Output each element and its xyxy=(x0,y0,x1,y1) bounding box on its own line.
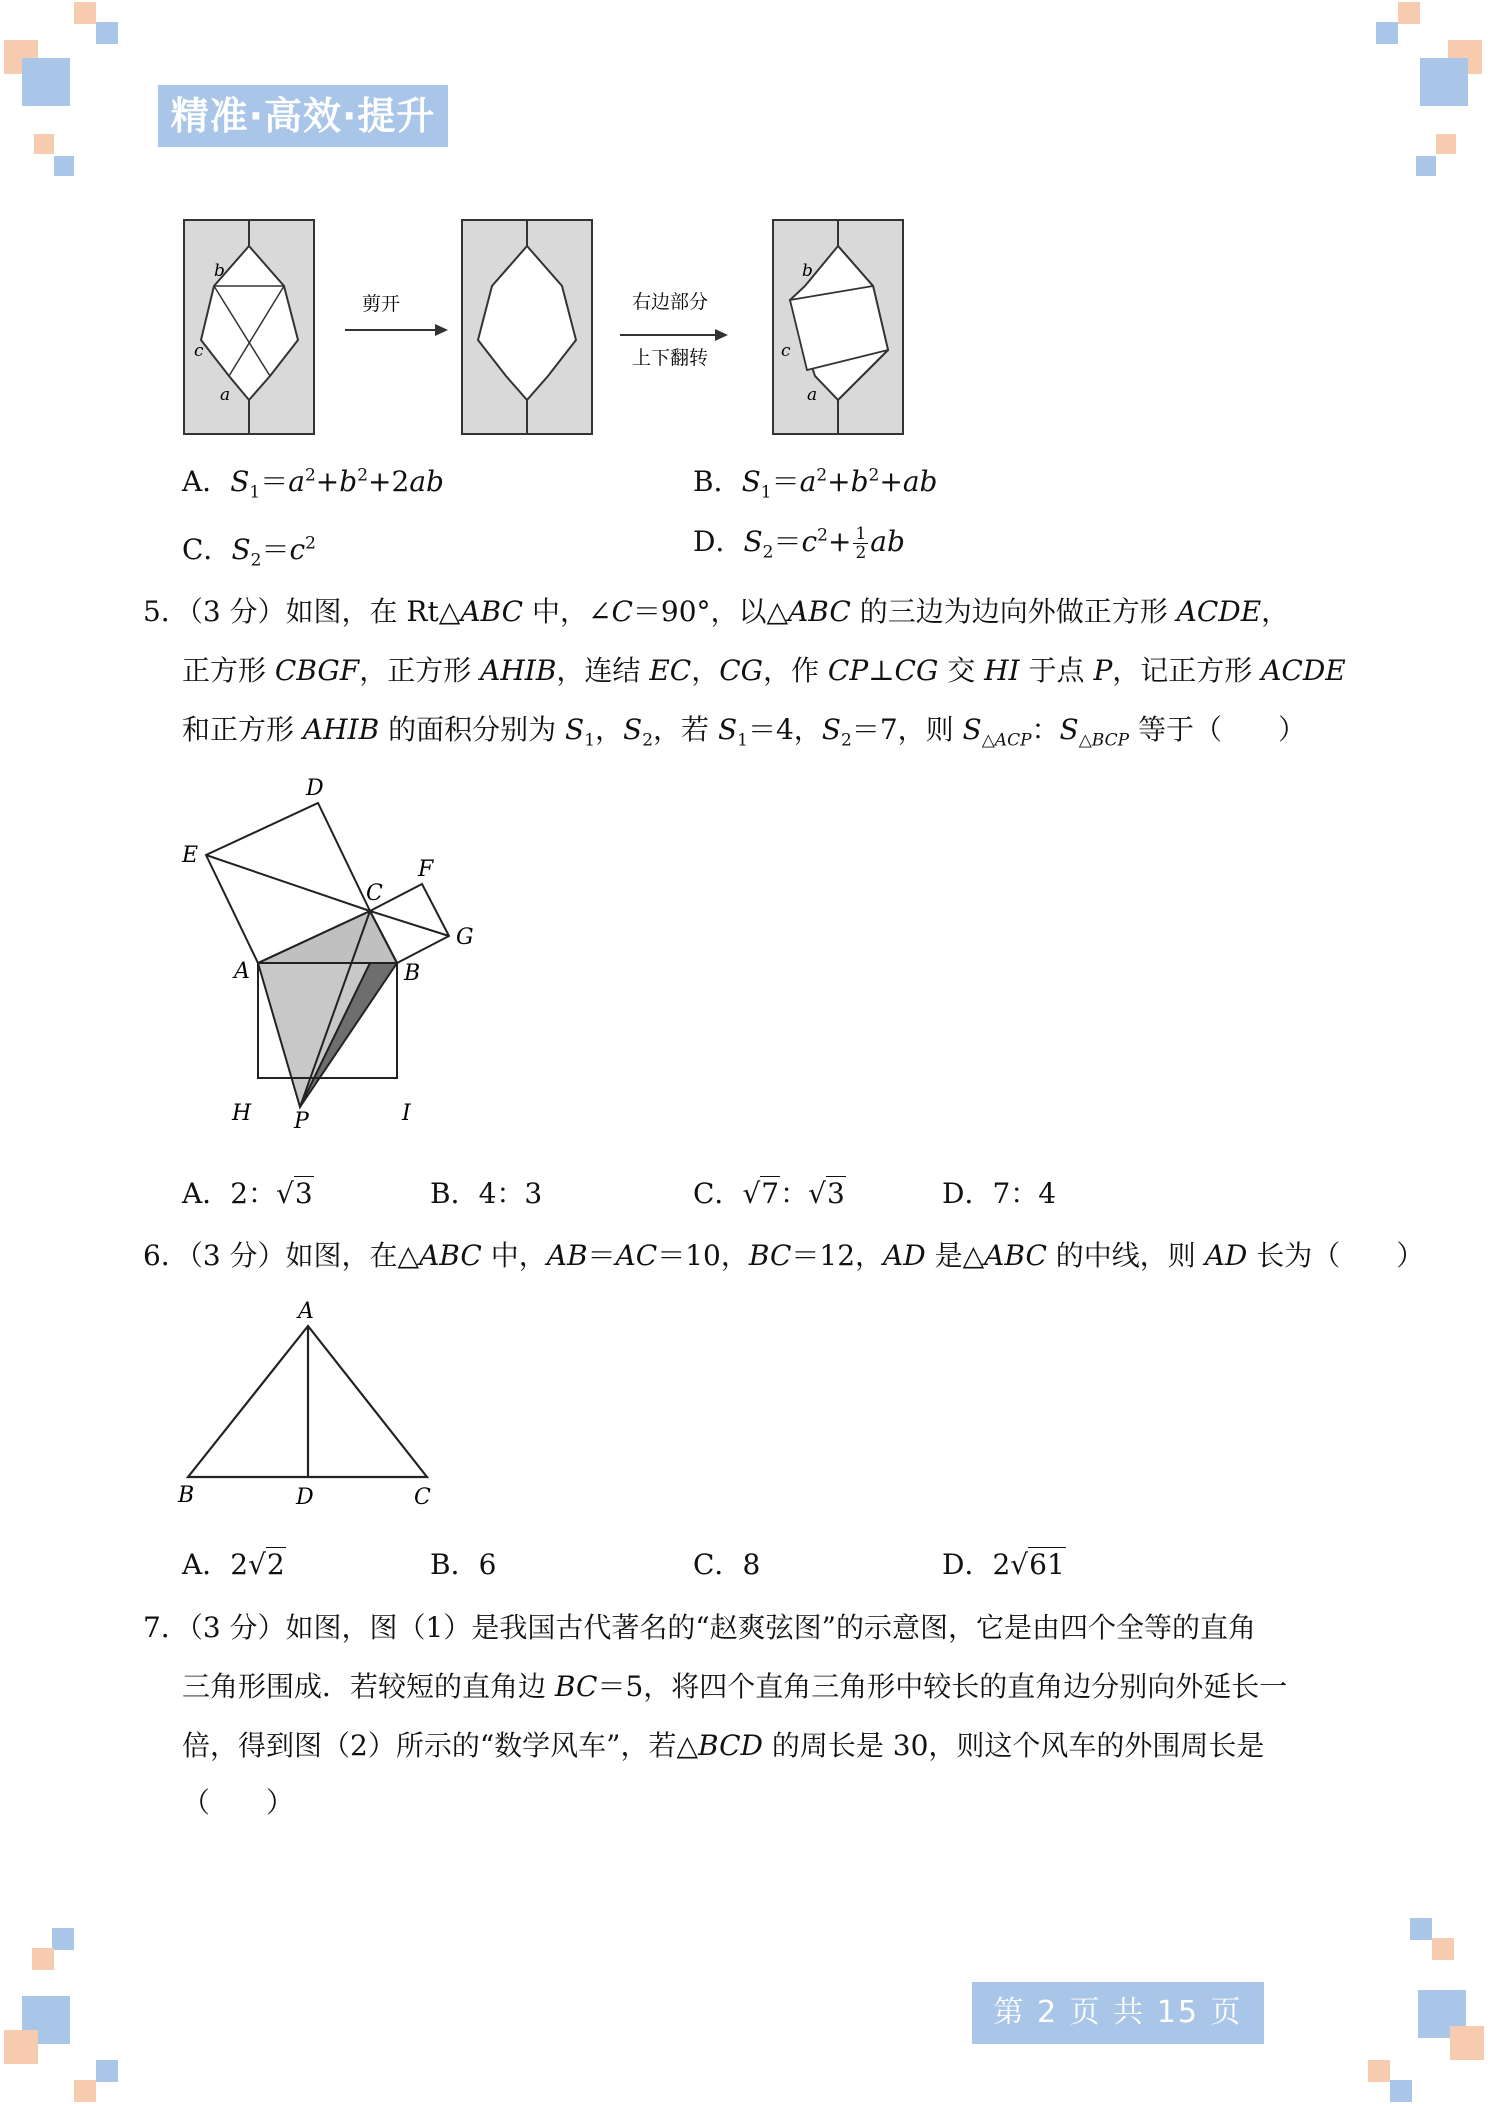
label-B: B xyxy=(404,961,421,986)
arrow-cut-label: 剪开 xyxy=(362,293,401,315)
q5-line-1: 5．（3 分）如图，在 Rt△ABC 中，∠C＝90°，以△ABC 的三边为边向外做正方形 ACDE， xyxy=(143,595,1290,628)
label-b-flipped: b xyxy=(802,261,813,281)
label-H: H xyxy=(232,1101,252,1126)
q6-option-a[interactable]: A．2√2 xyxy=(182,1548,285,1581)
q4-panel-cut xyxy=(462,220,592,434)
q6-line-1: 6．（3 分）如图，在△ABC 中，AB＝AC＝10，BC＝12，AD 是△ABC 的中线，则 AD 长为（ ） xyxy=(143,1239,1425,1272)
arrow-flip-label-2: 上下翻转 xyxy=(632,347,709,369)
label-a: a xyxy=(220,385,231,405)
q6-figure xyxy=(170,1290,460,1520)
q7-line-2: 三角形围成．若较短的直角边 BC＝5，将四个直角三角形中较长的直角边分别向外延长一 xyxy=(182,1670,1288,1703)
q6-option-d[interactable]: D．2√61 xyxy=(942,1548,1065,1581)
q4-option-b[interactable]: B．$S_1=a^2+b^2+ab$ xyxy=(693,465,938,503)
label-G: G xyxy=(456,925,474,950)
label-C6: C xyxy=(414,1485,431,1510)
label-P: P xyxy=(294,1109,309,1134)
arrow-flip-label-1: 右边部分 xyxy=(632,291,709,313)
q5-line-3: 和正方形 AHIB 的面积分别为 $S_1$，$S_2$，若 $S_1=4$，$S_2=7$，则 $S_{\triangle ACP}$：$S_{\triangle BCP}$ 等于（ ） xyxy=(182,713,1306,751)
label-C: C xyxy=(366,881,383,906)
label-B6: B xyxy=(178,1483,195,1508)
q5-option-c[interactable]: C．√7：√3 xyxy=(693,1177,845,1210)
page-number: 第 2 页 共 15 页 xyxy=(972,1982,1264,2044)
label-c: c xyxy=(194,341,204,361)
q5-option-b[interactable]: B．4：3 xyxy=(430,1177,543,1210)
q4-option-a[interactable]: A．$S_1=a^2+b^2+2ab$ xyxy=(182,465,444,503)
label-a-flipped: a xyxy=(807,385,818,405)
q4-option-c[interactable]: C．$S_2=c^2$ xyxy=(182,533,316,571)
q5-line-2: 正方形 CBGF，正方形 AHIB，连结 EC，CG，作 CP⊥CG 交 HI 于点 P，记正方形 ACDE xyxy=(182,654,1346,687)
q5-option-d[interactable]: D．7：4 xyxy=(942,1177,1057,1210)
q7-line-3: 倍，得到图（2）所示的“数学风车”，若△BCD 的周长是 30，则这个风车的外围周长是 xyxy=(182,1729,1265,1762)
q7-line-4: （ ） xyxy=(182,1786,295,1819)
label-A6: A xyxy=(298,1299,314,1324)
q4-panel-flipped xyxy=(773,220,903,434)
label-c-flipped: c xyxy=(781,341,791,361)
q7-line-1: 7．（3 分）如图，图（1）是我国古代著名的“赵爽弦图”的示意图，它是由四个全等的直角 xyxy=(143,1611,1256,1644)
label-E: E xyxy=(182,843,199,868)
q5-figure xyxy=(170,770,490,1140)
label-I: I xyxy=(402,1101,411,1126)
label-A: A xyxy=(234,959,250,984)
q6-option-b[interactable]: B．6 xyxy=(430,1548,497,1581)
q5-option-a[interactable]: A．2：√3 xyxy=(182,1177,313,1210)
header-banner: 精准·高效·提升 xyxy=(158,85,448,147)
label-D6: D xyxy=(296,1485,314,1510)
q4-option-d[interactable]: D．$S_2=c^2+$ $\frac{1}{2}$ ab xyxy=(693,524,905,563)
q6-option-c[interactable]: C．8 xyxy=(693,1548,761,1581)
label-b: b xyxy=(214,261,225,281)
label-D: D xyxy=(306,776,324,801)
q4-panel-original xyxy=(184,220,314,434)
q4-figure xyxy=(170,210,910,450)
label-F: F xyxy=(418,857,434,882)
